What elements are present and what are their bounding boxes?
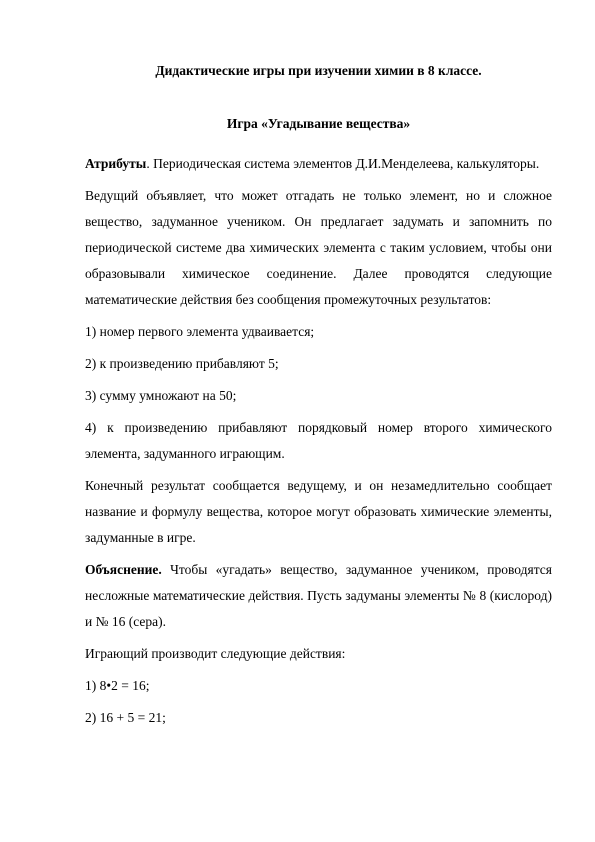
document-body xyxy=(85,62,552,731)
step-3: 3) сумму умножают на 50; xyxy=(85,388,237,403)
step-4: 4) к произведению прибавляют порядковый номер второго химического элемента, задуманного играющим. xyxy=(85,420,552,461)
attributes-label: Атрибуты xyxy=(85,156,147,171)
document-title: Дидактические игры при изучении химии в 8 классе. xyxy=(155,63,482,78)
explanation-label: Объяснение. xyxy=(85,562,162,577)
step-1: 1) номер первого элемента удваивается; xyxy=(85,324,315,339)
explanation-text: Чтобы «угадать» вещество, задуманное учеником, проводятся несложные математические действия. Пусть задуманы элементы № 8 (кислород) и № 16 (сера). xyxy=(85,562,552,629)
game-title: Игра «Угадывание вещества» xyxy=(226,116,411,131)
calc-step-2: 2) 16 + 5 = 21; xyxy=(85,710,166,725)
step-2: 2) к произведению прибавляют 5; xyxy=(85,356,279,371)
explanation-paragraph xyxy=(85,557,552,635)
attributes-paragraph xyxy=(85,151,552,177)
intro-paragraph: Ведущий объявляет, что может отгадать не только элемент, но и сложное вещество, задуманное учеником. Он предлагает задумать и запомнить по периодической системе два химических элемента с таким условием, чтобы они образовывали химическое соединение. Далее проводятся следующие математические действия без сообщения промежуточных результатов: xyxy=(85,188,552,307)
result-paragraph: Конечный результат сообщается ведущему, и он незамедлительно сообщает название и формулу вещества, которое могут образовать химические элементы, задуманные в игре. xyxy=(85,478,552,545)
calc-step-1: 1) 8•2 = 16; xyxy=(85,678,150,693)
attributes-text: . Периодическая система элементов Д.И.Менделеева, калькуляторы. xyxy=(146,156,540,171)
player-actions-line: Играющий производит следующие действия: xyxy=(85,646,346,661)
